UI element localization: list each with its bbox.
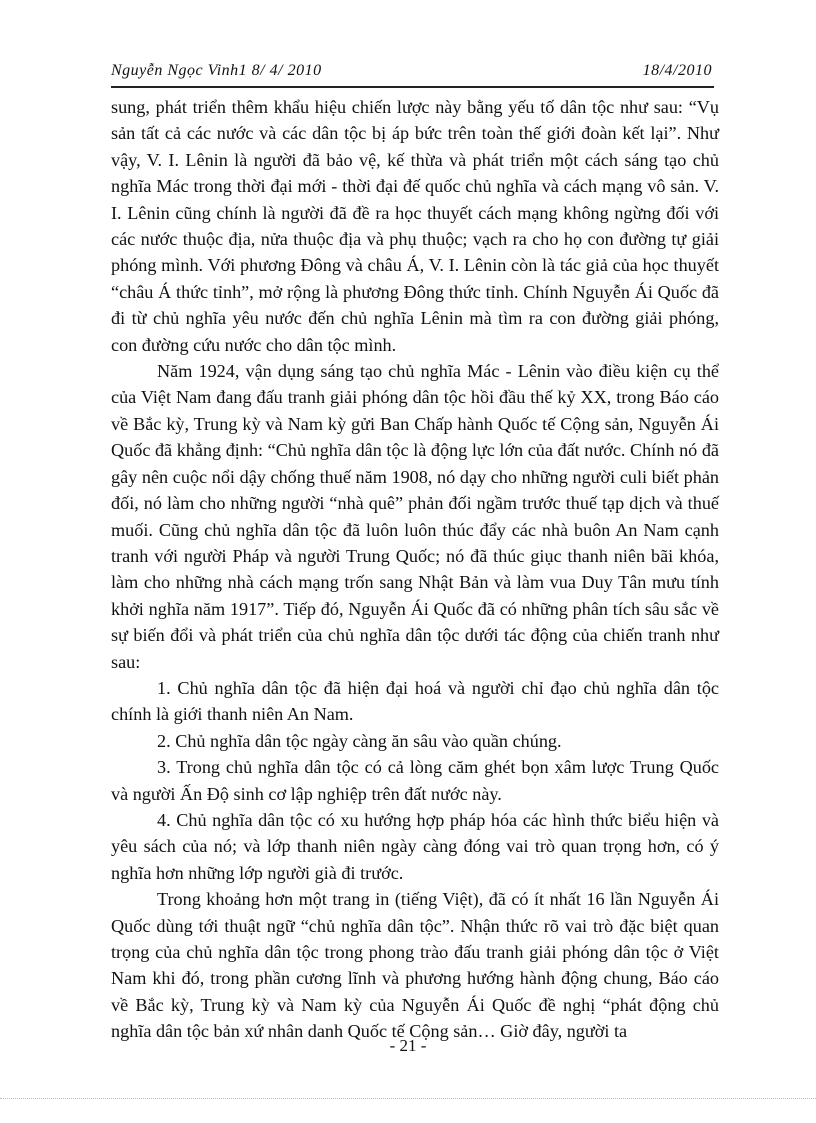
list-item: 1. Chủ nghĩa dân tộc đã hiện đại hoá và người chỉ đạo chủ nghĩa dân tộc chính là giới thanh niên An Nam. <box>111 677 719 725</box>
header-author-date: Nguyễn Ngọc Vinh1 8/ 4/ 2010 <box>111 62 322 79</box>
list-item: 3. Trong chủ nghĩa dân tộc có cả lòng căm ghét bọn xâm lược Trung Quốc và người Ấn Độ sinh cơ lập nghiệp trên đất nước này. <box>111 757 719 804</box>
document-body <box>111 94 719 1045</box>
page-bottom-rule <box>0 1098 816 1099</box>
page-header <box>111 60 714 88</box>
header-date: 18/4/2010 <box>642 62 712 79</box>
paragraph: Năm 1924, vận dụng sáng tạo chủ nghĩa Mác - Lênin vào điều kiện cụ thể của Việt Nam đang đấu tranh giải phóng dân tộc hồi đầu thế kỷ XX, trong Báo cáo về Bắc kỳ, Trung kỳ và Nam kỳ gửi Ban Chấp hành Quốc tế Cộng sản, Nguyễn Ái Quốc đã khẳng định: “Chủ nghĩa dân tộc là động lực lớn của đất nước. Chính nó đã gây nên cuộc nổi dậy chống thuế năm 1908, nó dạy cho những người culi biết phản đối, nó làm cho những người “nhà quê” phản đối ngầm trước thuế tạp dịch và thuế muối. Cũng chủ nghĩa dân tộc đã luôn luôn thúc đẩy các nhà buôn An Nam cạnh tranh với người Pháp và người Trung Quốc; nó đã thúc giục thanh niên bãi khóa, làm cho những nhà cách mạng trốn sang Nhật Bản và làm vua Duy Tân mưu tính khởi nghĩa năm 1917”. Tiếp đó, Nguyễn Ái Quốc đã có những phân tích sâu sắc về sự biến đổi và phát triển của chủ nghĩa dân tộc dưới tác động của chiến tranh như sau: <box>111 361 719 672</box>
page-number: - 21 - <box>389 1036 427 1055</box>
list-item: 4. Chủ nghĩa dân tộc có xu hướng hợp pháp hóa các hình thức biểu hiện và yêu sách của nó; và lớp thanh niên ngày càng đóng vai trò quan trọng hơn, có ý nghĩa hơn những lớp người già đi trước. <box>111 809 719 883</box>
paragraph: Trong khoảng hơn một trang in (tiếng Việt), đã có ít nhất 16 lần Nguyễn Ái Quốc dùng tới thuật ngữ “chủ nghĩa dân tộc”. Nhận thức rõ vai trò đặc biệt quan trọng của chủ nghĩa dân tộc trong phong trào đấu tranh giải phóng dân tộc ở Việt Nam khi đó, trong phần cương lĩnh và phương hướng hành động chung, Báo cáo về Bắc kỳ, Trung kỳ và Nam kỳ của Nguyễn Ái Quốc đề nghị “phát động chủ nghĩa dân tộc bản xứ nhân danh Quốc tế Cộng sản… Giờ đây, người ta <box>111 889 719 1042</box>
list-item: 2. Chủ nghĩa dân tộc ngày càng ăn sâu vào quần chúng. <box>157 730 562 751</box>
paragraph: sung, phát triển thêm khẩu hiệu chiến lược này bằng yếu tố dân tộc như sau: “Vụ sản tất cả các nước và các dân tộc bị áp bức trên toàn thế giới đoàn kết lại”. Như vậy, V. I. Lênin là người đã bảo vệ, kế thừa và phát triển một cách sáng tạo chủ nghĩa Mác trong thời đại mới - thời đại đế quốc chủ nghĩa và cách mạng vô sản. V. I. Lênin cũng chính là người đã đề ra học thuyết cách mạng không ngừng đối với các nước thuộc địa, nửa thuộc địa và phụ thuộc; vạch ra cho họ con đường tự giải phóng mình. Với phương Đông và châu Á, V. I. Lênin còn là tác giả của học thuyết “châu Á thức tỉnh”, mở rộng là phương Đông thức tỉnh. Chính Nguyễn Ái Quốc đã đi từ chủ nghĩa yêu nước đến chủ nghĩa Lênin mà tìm ra con đường giải phóng, con đường cứu nước cho dân tộc mình. <box>111 97 719 355</box>
